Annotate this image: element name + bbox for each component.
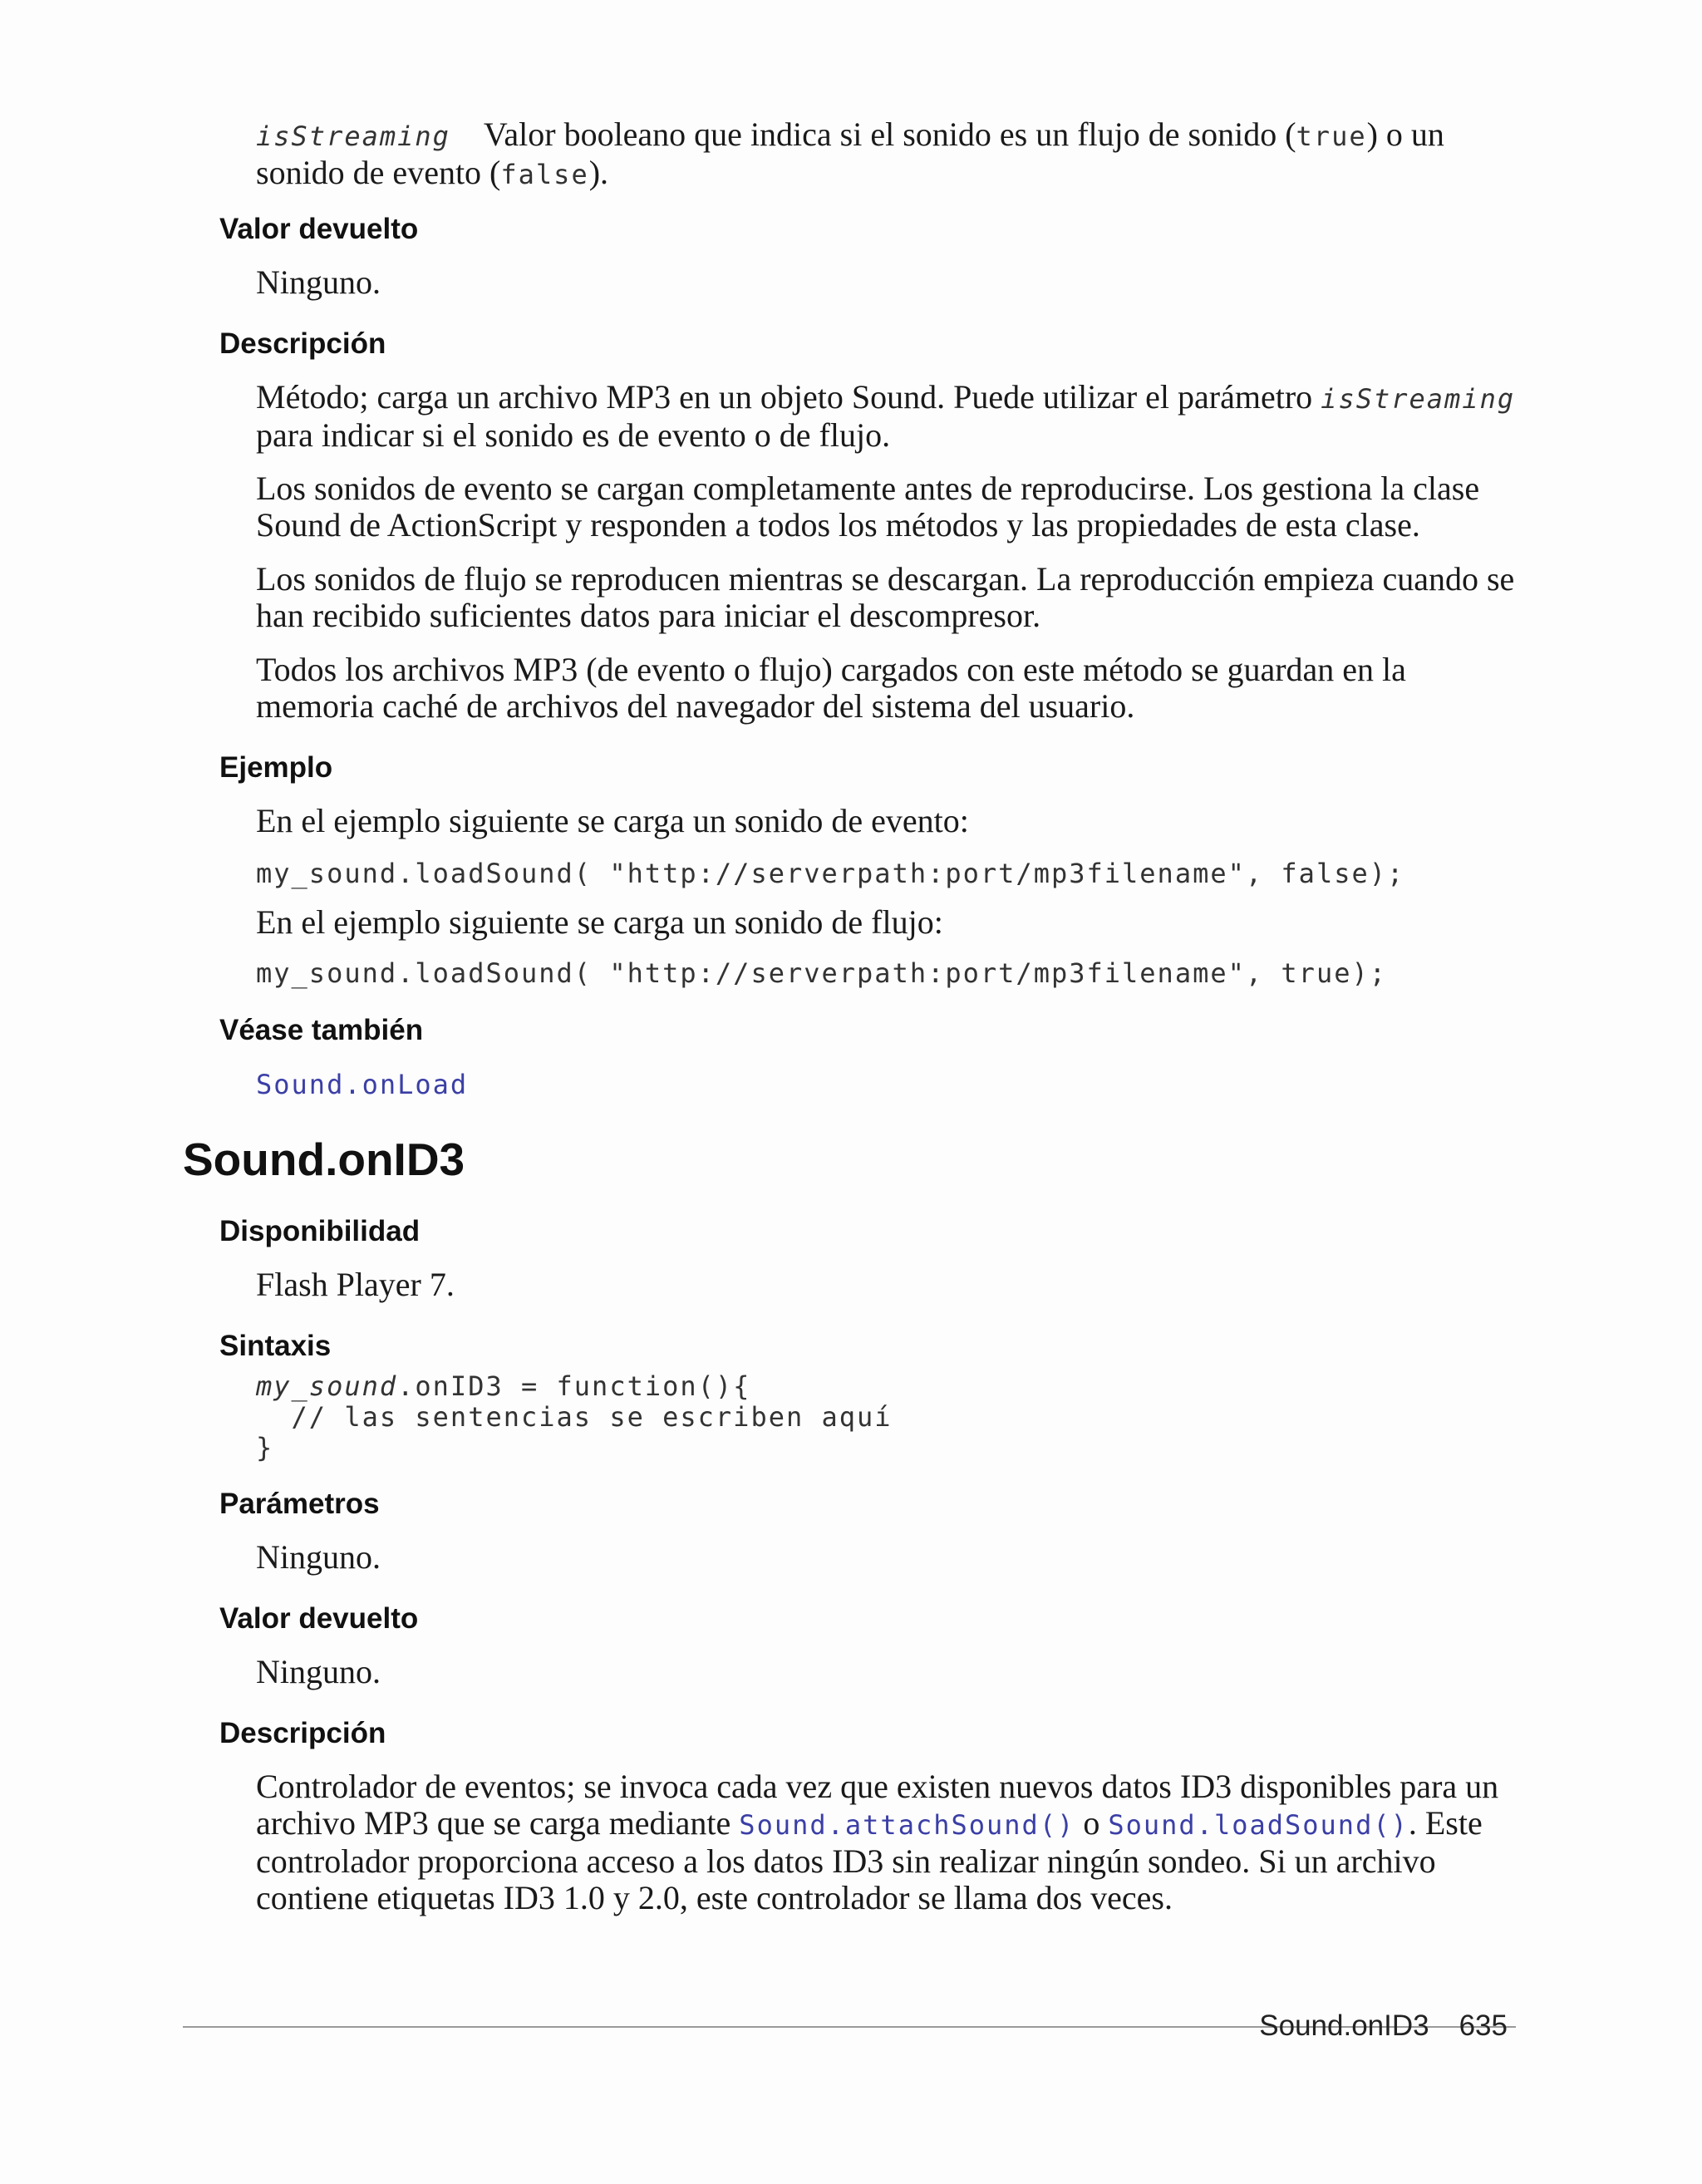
example-intro-1: En el ejemplo siguiente se carga un sonido de evento: — [256, 802, 969, 839]
loadsound-link[interactable]: Sound.loadSound() — [1108, 1809, 1409, 1841]
syntax-line-1: .onID3 = function(){ — [397, 1370, 751, 1402]
description-paragraph-4: Todos los archivos MP3 (de evento o flujo) cargados con este método se guardan en la memoria caché de archivos del navegador del sistema del usuario. — [256, 651, 1406, 725]
description-paragraph-1 — [256, 379, 1519, 454]
description-paragraph-2: Los sonidos de evento se cargan completamente antes de reproducirse. Los gestiona la clase Sound de ActionScript y responden a todos los métodos y las propiedades de esta clase. — [256, 470, 1480, 544]
onid3-description-heading: Descripción — [219, 1717, 386, 1749]
return-value-text: Ninguno. — [256, 263, 381, 301]
syntax-heading: Sintaxis — [219, 1330, 332, 1362]
syntax-code-block — [256, 1371, 893, 1463]
sound-onload-link[interactable]: Sound.onLoad — [256, 1069, 469, 1100]
example-code-1: my_sound.loadSound( "http://serverpath:port/mp3filename", false); — [256, 858, 1405, 889]
parameters-text: Ninguno. — [256, 1538, 381, 1576]
page-number: 635 — [1459, 2009, 1508, 2042]
onid3-desc-text-c: . Este controlador proporciona acceso a los datos ID3 sin realizar ningún sondeo. Si un archivo contiene etiquetas ID3 1.0 y 2.0, este controlador se llama dos veces. — [256, 1804, 1483, 1916]
description-paragraph-3: Los sonidos de flujo se reproducen mientras se descargan. La reproducción empieza cuando se han recibido suficientes datos para iniciar el descompresor. — [256, 560, 1515, 634]
desc-p1-text-b: para indicar si el sonido es de evento o de flujo. — [256, 416, 891, 454]
availability-heading: Disponibilidad — [219, 1215, 421, 1247]
section-title: Sound.onID3 — [183, 1134, 465, 1185]
example-heading: Ejemplo — [219, 751, 333, 784]
param-name: isStreaming — [256, 121, 450, 152]
syntax-line-3: } — [256, 1432, 274, 1463]
onid3-description-paragraph — [256, 1768, 1519, 1916]
see-also-heading: Véase también — [219, 1014, 424, 1046]
page-footer — [1259, 2009, 1508, 2043]
false-keyword: false — [500, 159, 589, 190]
example-code-2: my_sound.loadSound( "http://serverpath:port/mp3filename", true); — [256, 957, 1387, 989]
onid3-return-heading: Valor devuelto — [219, 1602, 419, 1635]
param-text-3: ). — [588, 154, 609, 191]
parameters-heading: Parámetros — [219, 1488, 380, 1520]
true-keyword: true — [1296, 121, 1367, 152]
desc-p1-text-a: Método; carga un archivo MP3 en un objeto Sound. Puede utilizar el parámetro — [256, 378, 1321, 416]
onid3-desc-text-b: o — [1075, 1804, 1109, 1842]
see-also-list — [256, 1069, 468, 1100]
param-text-2: ) o un sonido de evento ( — [256, 116, 1444, 191]
onid3-desc-text-a: Controlador de eventos; se invoca cada vez que existen nuevos datos ID3 disponibles para un archivo MP3 que se carga mediante — [256, 1768, 1499, 1842]
return-value-heading: Valor devuelto — [219, 213, 419, 245]
availability-text: Flash Player 7. — [256, 1266, 455, 1303]
param-isstreaming — [256, 116, 1519, 193]
syntax-object: my_sound — [256, 1370, 398, 1402]
example-intro-2: En el ejemplo siguiente se carga un sonido de flujo: — [256, 903, 943, 941]
footer-section-name: Sound.onID3 — [1259, 2009, 1429, 2042]
isstreaming-code: isStreaming — [1321, 383, 1516, 415]
syntax-line-2: // las sentencias se escriben aquí — [256, 1401, 893, 1433]
description-heading: Descripción — [219, 327, 386, 360]
onid3-return-text: Ninguno. — [256, 1653, 381, 1690]
attachsound-link[interactable]: Sound.attachSound() — [739, 1809, 1075, 1841]
param-text-1: Valor booleano que indica si el sonido es un flujo de sonido ( — [483, 116, 1296, 153]
